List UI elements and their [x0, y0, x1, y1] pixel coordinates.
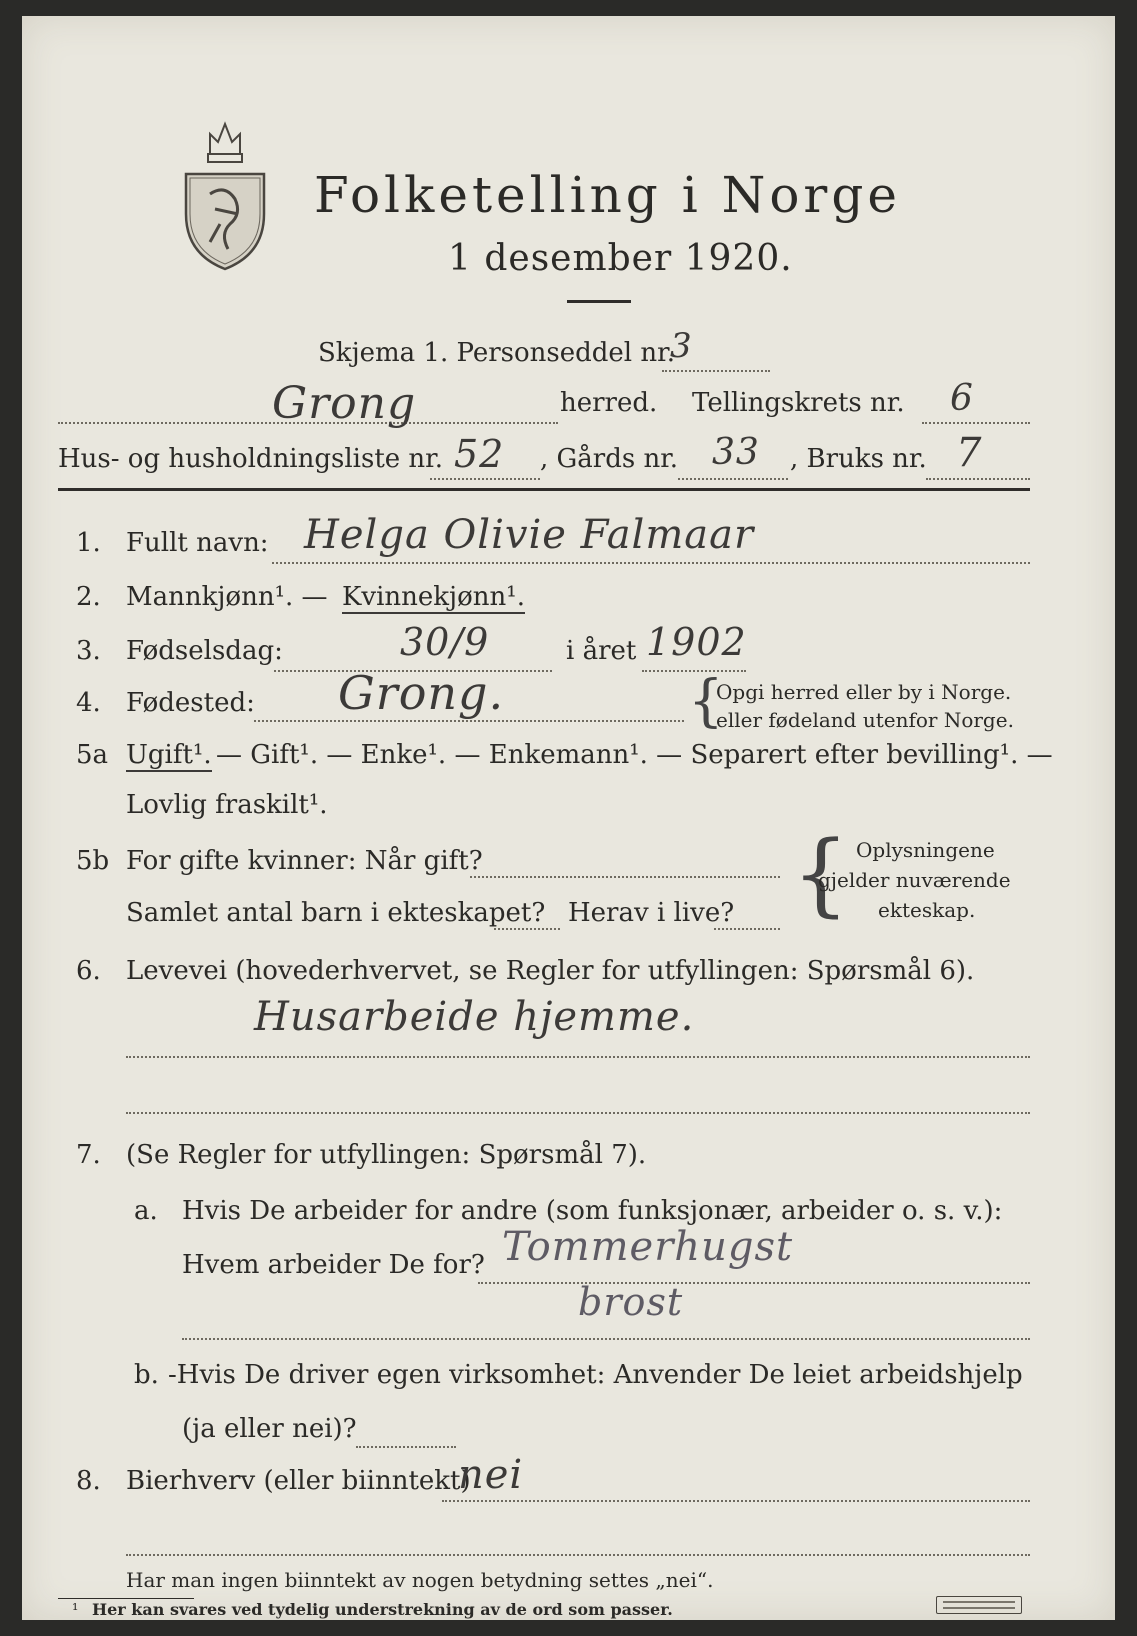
- naar-gift-line: [470, 876, 780, 878]
- herav-i-live-line: [714, 928, 780, 930]
- census-date: 1 desember 1920.: [448, 238, 793, 279]
- q6-line2: [126, 1112, 1030, 1114]
- herav-i-live-label: Herav i live?: [568, 898, 735, 928]
- q1-label: Fullt navn:: [126, 528, 269, 558]
- herred-label: herred.: [560, 388, 658, 418]
- q7a-line1: [478, 1282, 1030, 1284]
- printer-stamp: [936, 1596, 1022, 1614]
- bierhverv-value[interactable]: nei: [458, 1452, 524, 1498]
- q1-line: [272, 562, 1030, 564]
- gards-value[interactable]: 33: [712, 432, 760, 473]
- footer-note: Har man ingen biinntekt av nogen betydning settes „nei“.: [126, 1568, 714, 1592]
- form-title: Folketelling i Norge: [314, 166, 901, 224]
- tellingskrets-value[interactable]: 6: [950, 378, 974, 419]
- antal-barn-line: [494, 928, 560, 930]
- lovlig-fraskilt-option[interactable]: Lovlig fraskilt¹.: [126, 790, 328, 820]
- husholdningsliste-value[interactable]: 52: [454, 432, 505, 476]
- q5b-label: For gifte kvinner: Når gift?: [126, 846, 483, 876]
- q7a-line2: [182, 1338, 1030, 1340]
- q5b-note-line1: Oplysningene: [856, 838, 995, 862]
- occupation-value[interactable]: Husarbeide hjemme.: [254, 994, 695, 1040]
- employer-value-line2[interactable]: brost: [578, 1280, 684, 1324]
- q7-label: (Se Regler for utfyllingen: Spørsmål 7).: [126, 1140, 647, 1170]
- q5b-number: 5b: [76, 846, 110, 876]
- skjema-label: Skjema 1. Personseddel nr.: [318, 338, 675, 368]
- q8-line1: [442, 1500, 1030, 1502]
- q4-number: 4.: [76, 688, 101, 718]
- q1-number: 1.: [76, 528, 101, 558]
- q7b-label2: (ja eller nei)?: [182, 1414, 357, 1444]
- q4-note-line1: Opgi herred eller by i Norge.: [716, 680, 1012, 704]
- birthday-value[interactable]: 30/9: [400, 620, 490, 664]
- q7b-label: -Hvis De driver egen virksomhet: Anvender De leiet arbeidshjelp: [168, 1360, 1023, 1390]
- footnote-divider: [58, 1598, 194, 1599]
- q4-brace: {: [688, 669, 724, 734]
- personseddel-number[interactable]: 3: [670, 326, 693, 366]
- q5a-number: 5a: [76, 740, 109, 770]
- q2-number: 2.: [76, 582, 101, 612]
- q7b-letter: b.: [134, 1360, 159, 1390]
- ugift-option[interactable]: Ugift¹.: [126, 740, 212, 770]
- q7b-line[interactable]: [356, 1446, 456, 1448]
- antal-barn-label: Samlet antal barn i ekteskapet?: [126, 898, 546, 928]
- gards-line: [678, 478, 788, 480]
- title-divider: [567, 300, 631, 303]
- bruks-label: , Bruks nr.: [790, 444, 927, 474]
- gards-label: , Gårds nr.: [540, 444, 679, 474]
- q8-line2: [126, 1554, 1030, 1556]
- q3-label: Fødselsdag:: [126, 636, 283, 666]
- q7a-label2: Hvem arbeider De for?: [182, 1250, 485, 1280]
- bruks-value[interactable]: 7: [956, 430, 983, 476]
- q3-number: 3.: [76, 636, 101, 666]
- q4-note-line2: eller fødeland utenfor Norge.: [716, 708, 1014, 732]
- tellingskrets-label: Tellingskrets nr.: [692, 388, 905, 418]
- census-form: [22, 16, 1115, 1620]
- q8-label: Bierhverv (eller biinntekt): [126, 1466, 471, 1496]
- q8-number: 8.: [76, 1466, 101, 1496]
- birthplace-value[interactable]: Grong.: [338, 666, 505, 720]
- mannkjonn-option[interactable]: Mannkjønn¹. —: [126, 582, 328, 612]
- q6-label: Levevei (hovederhvervet, se Regler for utfyllingen: Spørsmål 6).: [126, 956, 975, 986]
- q6-line1: [126, 1056, 1030, 1058]
- q5b-brace: {: [792, 822, 850, 927]
- herred-value[interactable]: Grong: [272, 378, 417, 429]
- aaret-label: i året: [566, 636, 637, 666]
- skjema-line: [662, 370, 770, 372]
- employer-value-line1[interactable]: Tommerhugst: [502, 1224, 794, 1270]
- q7a-label: Hvis De arbeider for andre (som funksjonær, arbeider o. s. v.):: [182, 1196, 1003, 1226]
- kvinnekjonn-option[interactable]: Kvinnekjønn¹.: [342, 582, 525, 612]
- q6-number: 6.: [76, 956, 101, 986]
- birth-year-value[interactable]: 1902: [646, 620, 747, 664]
- q7a-letter: a.: [134, 1196, 158, 1226]
- husholdningsliste-label: Hus- og husholdningsliste nr.: [58, 444, 444, 474]
- husholdningsliste-line: [430, 478, 540, 480]
- coat-of-arms-icon: [180, 114, 270, 274]
- footnote-text: Her kan svares ved tydelig understrekning av de ord som passer.: [92, 1600, 673, 1619]
- q5b-note-line3: ekteskap.: [878, 898, 976, 922]
- tellingskrets-line: [922, 422, 1030, 424]
- q4-line: [254, 720, 684, 722]
- header-divider: [58, 488, 1030, 491]
- q7-number: 7.: [76, 1140, 101, 1170]
- full-name-value[interactable]: Helga Olivie Falmaar: [304, 512, 755, 558]
- q4-label: Fødested:: [126, 688, 255, 718]
- bruks-line: [926, 478, 1030, 480]
- footnote-mark: ¹: [72, 1600, 79, 1619]
- civil-status-options[interactable]: — Gift¹. — Enke¹. — Enkemann¹. — Separert efter bevilling¹. —: [216, 740, 1053, 770]
- q5b-note-line2: gjelder nuværende: [818, 868, 1011, 892]
